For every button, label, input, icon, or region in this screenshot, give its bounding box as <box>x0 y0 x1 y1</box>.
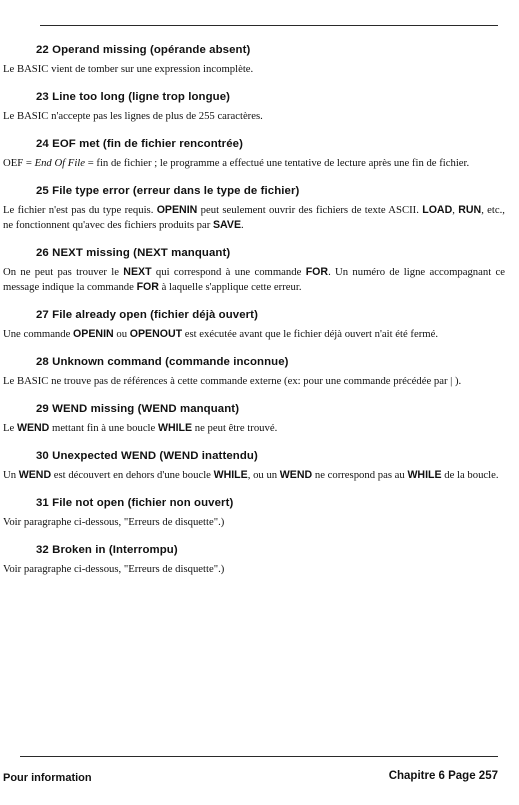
text-run: , etc., ne fonctionnent qu'avec des fichiers produits par <box>3 204 505 231</box>
text-run: On ne peut pas trouver le <box>3 266 124 278</box>
error-description <box>3 109 505 124</box>
error-description <box>3 62 505 77</box>
text-run: de la boucle. <box>441 469 499 481</box>
text-run: Le BASIC ne trouve pas de références à cette commande externe (ex: pour une commande précédée par | ). <box>3 375 462 387</box>
text-run: Un <box>3 469 19 481</box>
error-entry <box>0 403 505 436</box>
error-title: 24 EOF met (fin de fichier rencontrée) <box>36 138 243 150</box>
error-entry <box>0 309 505 342</box>
error-title: 22 Operand missing (opérande absent) <box>36 44 251 56</box>
keyword: WHILE <box>407 469 442 481</box>
text-run: est exécutée avant que le fichier déjà ouvert n'ait été fermé. <box>182 328 439 340</box>
error-description <box>3 468 505 483</box>
error-title: 26 NEXT missing (NEXT manquant) <box>36 247 231 259</box>
text-run: Le BASIC n'accepte pas les lignes de plus de 255 caractères. <box>3 110 263 122</box>
error-description <box>3 374 505 389</box>
error-title: 29 WEND missing (WEND manquant) <box>36 403 240 415</box>
error-title: 31 File not open (fichier non ouvert) <box>36 497 234 509</box>
keyword: FOR <box>305 266 329 278</box>
text-run: = fin de fichier ; le programme a effectué une tentative de lecture après une fin de fichier. <box>85 157 470 169</box>
error-entry <box>0 497 505 530</box>
text-run: ou <box>113 328 130 340</box>
text-run: ne peut être trouvé. <box>192 422 278 434</box>
error-title: 30 Unexpected WEND (WEND inattendu) <box>36 450 258 462</box>
text-run: ne correspond pas au <box>312 469 408 481</box>
error-description <box>3 203 505 233</box>
text-run: . Un numéro de ligne accompagnant ce message indique la commande <box>3 266 506 293</box>
keyword: WEND <box>279 469 313 481</box>
error-description <box>3 515 505 530</box>
text-run: Voir paragraphe ci-dessous, "Erreurs de disquette".) <box>3 563 225 575</box>
error-description <box>3 562 505 577</box>
error-entry <box>0 356 505 389</box>
error-entry <box>0 247 505 295</box>
error-list <box>0 44 505 591</box>
emphasis-text: End Of File <box>34 157 86 169</box>
error-title: 27 File already open (fichier déjà ouvert) <box>36 309 258 321</box>
error-entry <box>0 185 505 233</box>
keyword: RUN <box>458 204 482 216</box>
footer-section-label: Pour information <box>3 772 92 784</box>
error-title: 25 File type error (erreur dans le type de fichier) <box>36 185 300 197</box>
keyword: OPENIN <box>156 204 198 216</box>
text-run: . <box>241 219 244 231</box>
keyword: NEXT <box>123 266 152 278</box>
text-run: peut seulement ouvrir des fichiers de texte ASCII. <box>197 204 423 216</box>
error-description <box>3 421 505 436</box>
text-run: OEF = <box>3 157 35 169</box>
keyword: OPENOUT <box>129 328 183 340</box>
error-entry <box>0 138 505 171</box>
text-run: à laquelle s'applique cette erreur. <box>158 281 302 293</box>
keyword: OPENIN <box>73 328 114 340</box>
error-title: 23 Line too long (ligne trop longue) <box>36 91 231 103</box>
error-entry <box>0 450 505 483</box>
text-run: , <box>452 204 459 216</box>
keyword: LOAD <box>422 204 453 216</box>
keyword: WHILE <box>157 422 193 434</box>
text-run: Le <box>3 422 17 434</box>
keyword: FOR <box>136 281 159 293</box>
text-run: est découvert en dehors d'une boucle <box>51 469 214 481</box>
text-run: mettant fin à une boucle <box>49 422 158 434</box>
error-entry <box>0 91 505 124</box>
text-run: qui correspond à une commande <box>151 266 306 278</box>
error-description <box>3 265 505 295</box>
error-description <box>3 327 505 342</box>
error-entry <box>0 44 505 77</box>
footer-rule <box>20 756 498 757</box>
keyword: SAVE <box>212 219 242 231</box>
keyword: WEND <box>16 422 50 434</box>
error-description <box>3 156 505 171</box>
keyword: WEND <box>18 469 52 481</box>
text-run: Voir paragraphe ci-dessous, "Erreurs de disquette".) <box>3 516 225 528</box>
header-rule <box>40 25 498 26</box>
error-entry <box>0 544 505 577</box>
text-run: Une commande <box>3 328 74 340</box>
keyword: WHILE <box>213 469 248 481</box>
text-run: , ou un <box>247 469 280 481</box>
footer-page-number: Chapitre 6 Page 257 <box>388 770 498 782</box>
text-run: Le BASIC vient de tomber sur une expression incomplète. <box>3 63 254 75</box>
text-run: Le fichier n'est pas du type requis. <box>3 204 157 216</box>
error-title: 32 Broken in (Interrompu) <box>36 544 178 556</box>
error-title: 28 Unknown command (commande inconnue) <box>36 356 289 368</box>
